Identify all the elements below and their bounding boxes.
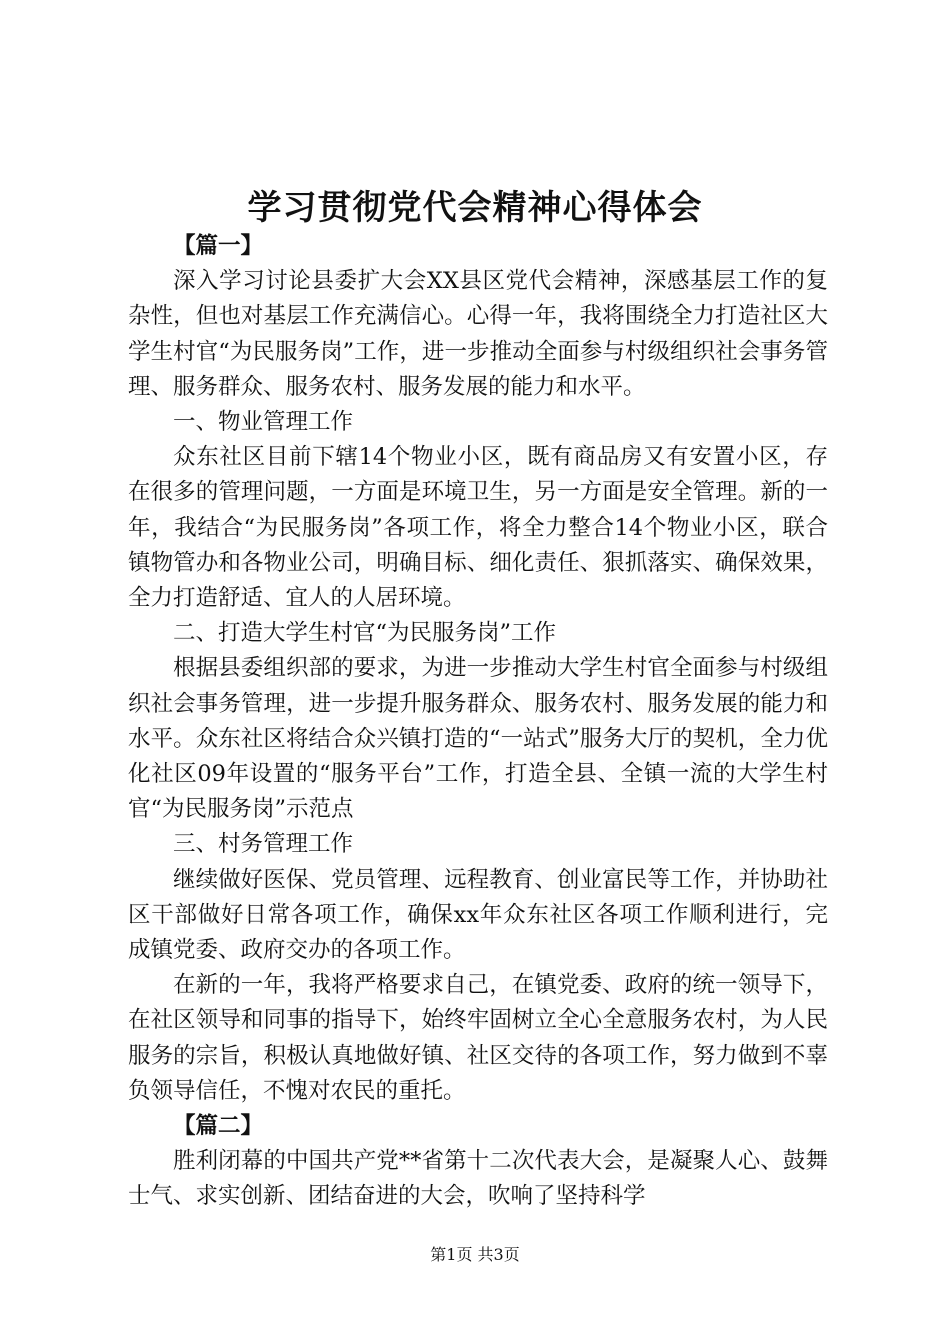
document-body: [128, 229, 828, 1215]
section-marker: 【篇二】: [173, 1113, 264, 1140]
paragraph: 众东社区目前下辖14个物业小区，既有商品房又有安置小区，存在很多的管理问题，一方面是环境卫生，另一方面是安全管理。新的一年，我结合“为民服务岗”各项工作，将全力整合14个物业小区，联合镇物管办和各物业公司，明确目标、细化责任、狠抓落实、确保效果，全力打造舒适、宜人的人居环境。: [128, 444, 828, 612]
paragraph: 在新的一年，我将严格要求自己，在镇党委、政府的统一领导下，在社区领导和同事的指导下，始终牢固树立全心全意服务农村，为人民服务的宗旨，积极认真地做好镇、社区交待的各项工作，努力做到不辜负领导信任，不愧对农民的重托。: [128, 972, 828, 1104]
section-heading: 三、村务管理工作: [173, 831, 354, 858]
section-marker: 【篇一】: [173, 233, 264, 259]
paragraph: 根据县委组织部的要求，为进一步推动大学生村官全面参与村级组织社会事务管理，进一步提升服务群众、服务农村、服务发展的能力和水平。众东社区将结合众兴镇打造的“一站式”服务大厅的契机，全力优化社区09年设置的“服务平台”工作，打造全县、全镇一流的大学生村官“为民服务岗”示范点: [128, 655, 828, 823]
document-title: 学习贯彻党代会精神心得体会: [247, 188, 703, 228]
section-heading: 二、打造大学生村官“为民服务岗”工作: [173, 620, 557, 647]
page-footer: 第1页 共3页: [430, 1245, 520, 1264]
section-heading: 一、物业管理工作: [173, 409, 354, 436]
paragraph: 胜利闭幕的中国共产党**省第十二次代表大会，是凝聚人心、鼓舞士气、求实创新、团结奋进的大会，吹响了坚持科学: [128, 1148, 828, 1210]
paragraph: 深入学习讨论县委扩大会XX县区党代会精神，深感基层工作的复杂性，但也对基层工作充满信心。心得一年，我将围绕全力打造社区大学生村官“为民服务岗”工作，进一步推动全面参与村级组织社会事务管理、服务群众、服务农村、服务发展的能力和水平。: [128, 268, 828, 400]
paragraph: 继续做好医保、党员管理、远程教育、创业富民等工作，并协助社区干部做好日常各项工作，确保xx年众东社区各项工作顺利进行，完成镇党委、政府交办的各项工作。: [128, 866, 828, 964]
